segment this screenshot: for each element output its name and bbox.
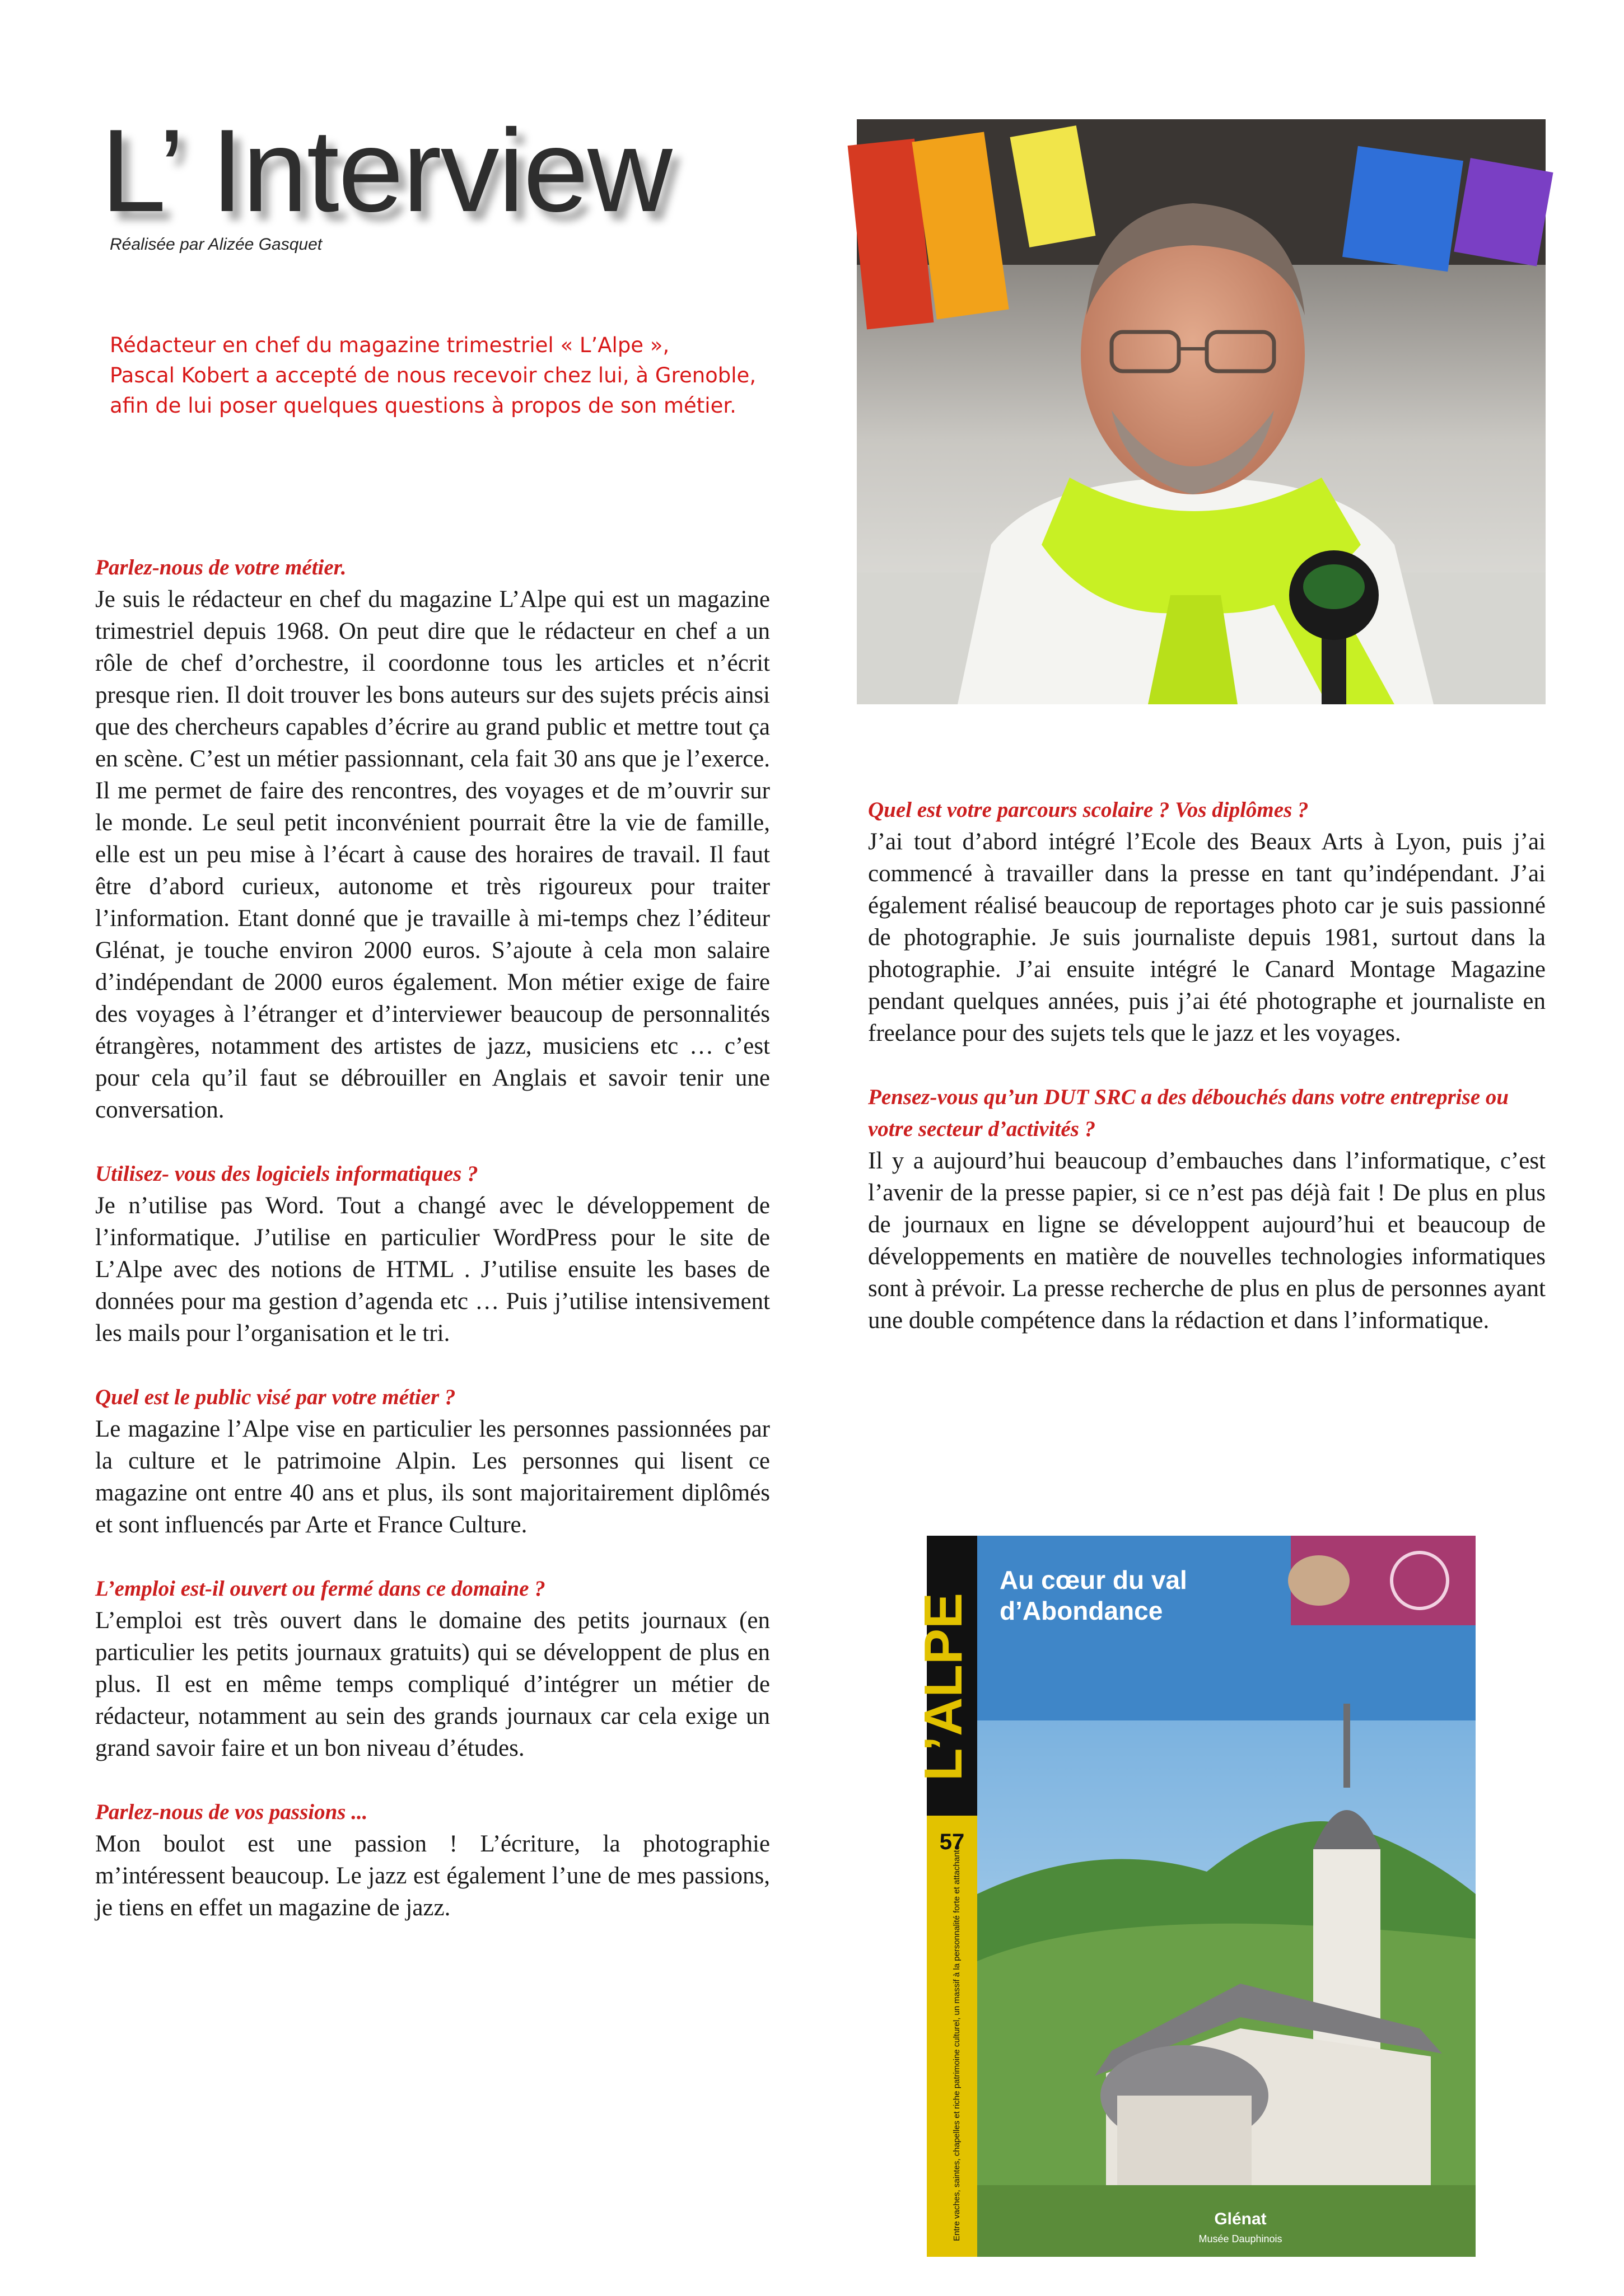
qa-section bbox=[95, 1573, 770, 1764]
qa-section bbox=[868, 794, 1546, 1049]
qa-section bbox=[95, 1158, 770, 1349]
answer-text: Je suis le rédacteur en chef du magazine L’Alpe qui est un magazine trimestriel depuis 1968. On peut dire que le rédacteur en chef a un rôle de chef d’orchestre, il coordonne tous les articles et n’écrit presque rien. Il doit trouver les bons auteurs sur des sujets précis ainsi que des chercheurs capables d’écrire au grand public et mettre tout ça en scène. C’est un métier passionnant, cela fait 30 ans que je l’exerce. Il me permet de faire des rencontres, des voyages et de m’ouvrir sur le monde. Le seul petit inconvénient pourrait être la vie de famille, elle est un peu mise à l’écart à cause des horaires de travail. Il faut être d’abord curieux, autonome et très rigoureux pour traiter l’information. Etant donné que je travaille à mi-temps chez l’éditeur Glénat, je touche environ 2000 euros. S’ajoute à cela mon salaire d’indépendant de 2000 euros également. Mon métier exige de faire des voyages à l’étranger et d’interviewer beaucoup de personnalités étrangères, notamment des artistes de jazz, musiciens etc … c’est pour cela qu’il faut se débrouiller en Anglais et savoir tenir une conversation. bbox=[95, 586, 770, 1123]
page-title: L’ Interview bbox=[101, 105, 671, 236]
intro-line: Rédacteur en chef du magazine trimestriel « L’Alpe », bbox=[110, 333, 670, 357]
cover-headline-line-2: d’Abondance bbox=[1000, 1596, 1163, 1625]
byline: Réalisée par Alizée Gasquet bbox=[110, 235, 323, 254]
answer-text: Le magazine l’Alpe vise en particulier les personnes passionnées par la culture et le patrimoine Alpin. Les personnes qui lisent ce magazine ont entre 40 ans et plus, ils sont majoritairement diplômés et sont influencés par Arte et France Culture. bbox=[95, 1416, 770, 1538]
magazine-cover bbox=[913, 1536, 1476, 2257]
intro-line: Pascal Kobert a accepté de nous recevoir chez lui, à Grenoble, bbox=[110, 363, 757, 387]
intro-text bbox=[110, 330, 815, 421]
intro-line: afin de lui poser quelques questions à propos de son métier. bbox=[110, 394, 736, 418]
question-heading: Quel est le public visé par votre métier ? bbox=[95, 1385, 456, 1409]
right-column bbox=[868, 794, 1546, 1368]
cover-publisher: Glénat bbox=[1214, 2210, 1267, 2228]
answer-text: L’emploi est très ouvert dans le domaine des petits journaux (en particulier les petits journaux gratuits) qui se développent de plus en plus. Il est en même temps compliqué d’intégrer un métier de rédacteur, notamment au sein des grands journaux car cela exige un grand savoir faire et un bon niveau d’études. bbox=[95, 1607, 770, 1761]
qa-section bbox=[95, 551, 770, 1126]
qa-section bbox=[868, 1081, 1546, 1336]
answer-text: J’ai tout d’abord intégré l’Ecole des Beaux Arts à Lyon, puis j’ai commencé à travailler dans la presse en tant qu’indépendant. J’ai également réalisé beaucoup de reportages photo car je suis passionné de photographie. Je suis journaliste depuis 1981, surtout dans la photographie. J’ai ensuite intégré le Canard Montage Magazine pendant quelques années, puis j’ai été photographe et journaliste en freelance pour des sujets tels que le jazz et les voyages. bbox=[868, 829, 1546, 1046]
answer-text: Je n’utilise pas Word. Tout a changé avec le développement de l’informatique. J’utilise en particulier WordPress pour le site de L’Alpe avec des notions de HTML . J’utilise ensuite les bases de données pour ma gestion d’agenda etc … Puis j’utilise intensivement les mails pour l’organisation et le tri. bbox=[95, 1193, 770, 1346]
question-heading: Pensez-vous qu’un DUT SRC a des débouchés dans votre entreprise ou votre secteur d’activités ? bbox=[868, 1085, 1509, 1141]
cover-spine-text: Entre vaches, saintes, chapelles et riche patrimoine culturel, un massif à la personnalité forte et attachante bbox=[952, 1845, 962, 2241]
cover-publisher-sub: Musée Dauphinois bbox=[1198, 2233, 1282, 2244]
qa-section bbox=[95, 1381, 770, 1541]
qa-section bbox=[95, 1796, 770, 1924]
cover-issue-number: 57 bbox=[939, 1830, 965, 1854]
cover-illustration bbox=[913, 1536, 1476, 2257]
question-heading: Quel est votre parcours scolaire ? Vos diplômes ? bbox=[868, 798, 1309, 822]
left-column bbox=[95, 551, 770, 1956]
portrait-photo bbox=[857, 119, 1546, 704]
question-heading: L’emploi est-il ouvert ou fermé dans ce domaine ? bbox=[95, 1577, 545, 1601]
answer-text: Mon boulot est une passion ! L’écriture, la photographie m’intéressent beaucoup. Le jazz est également l’une de mes passions, je tiens en effet un magazine de jazz. bbox=[95, 1831, 770, 1921]
question-heading: Utilisez- vous des logiciels informatiques ? bbox=[95, 1162, 478, 1186]
portrait-illustration bbox=[857, 119, 1546, 704]
cover-masthead: L’ALPE bbox=[913, 1592, 973, 1781]
question-heading: Parlez-nous de vos passions ... bbox=[95, 1800, 368, 1824]
answer-text: Il y a aujourd’hui beaucoup d’embauches dans l’informatique, c’est l’avenir de la presse papier, si ce n’est pas déjà fait ! De plus en plus de journaux en ligne se développent aujourd’hui et beaucoup de développements en matière de nouvelles technologies informatiques sont à prévoir. La presse recherche de plus en plus de personnes ayant une double compétence dans la rédaction et dans l’informatique. bbox=[868, 1148, 1546, 1334]
cover-headline-line-1: Au cœur du val bbox=[1000, 1565, 1187, 1594]
question-heading: Parlez-nous de votre métier. bbox=[95, 555, 347, 579]
